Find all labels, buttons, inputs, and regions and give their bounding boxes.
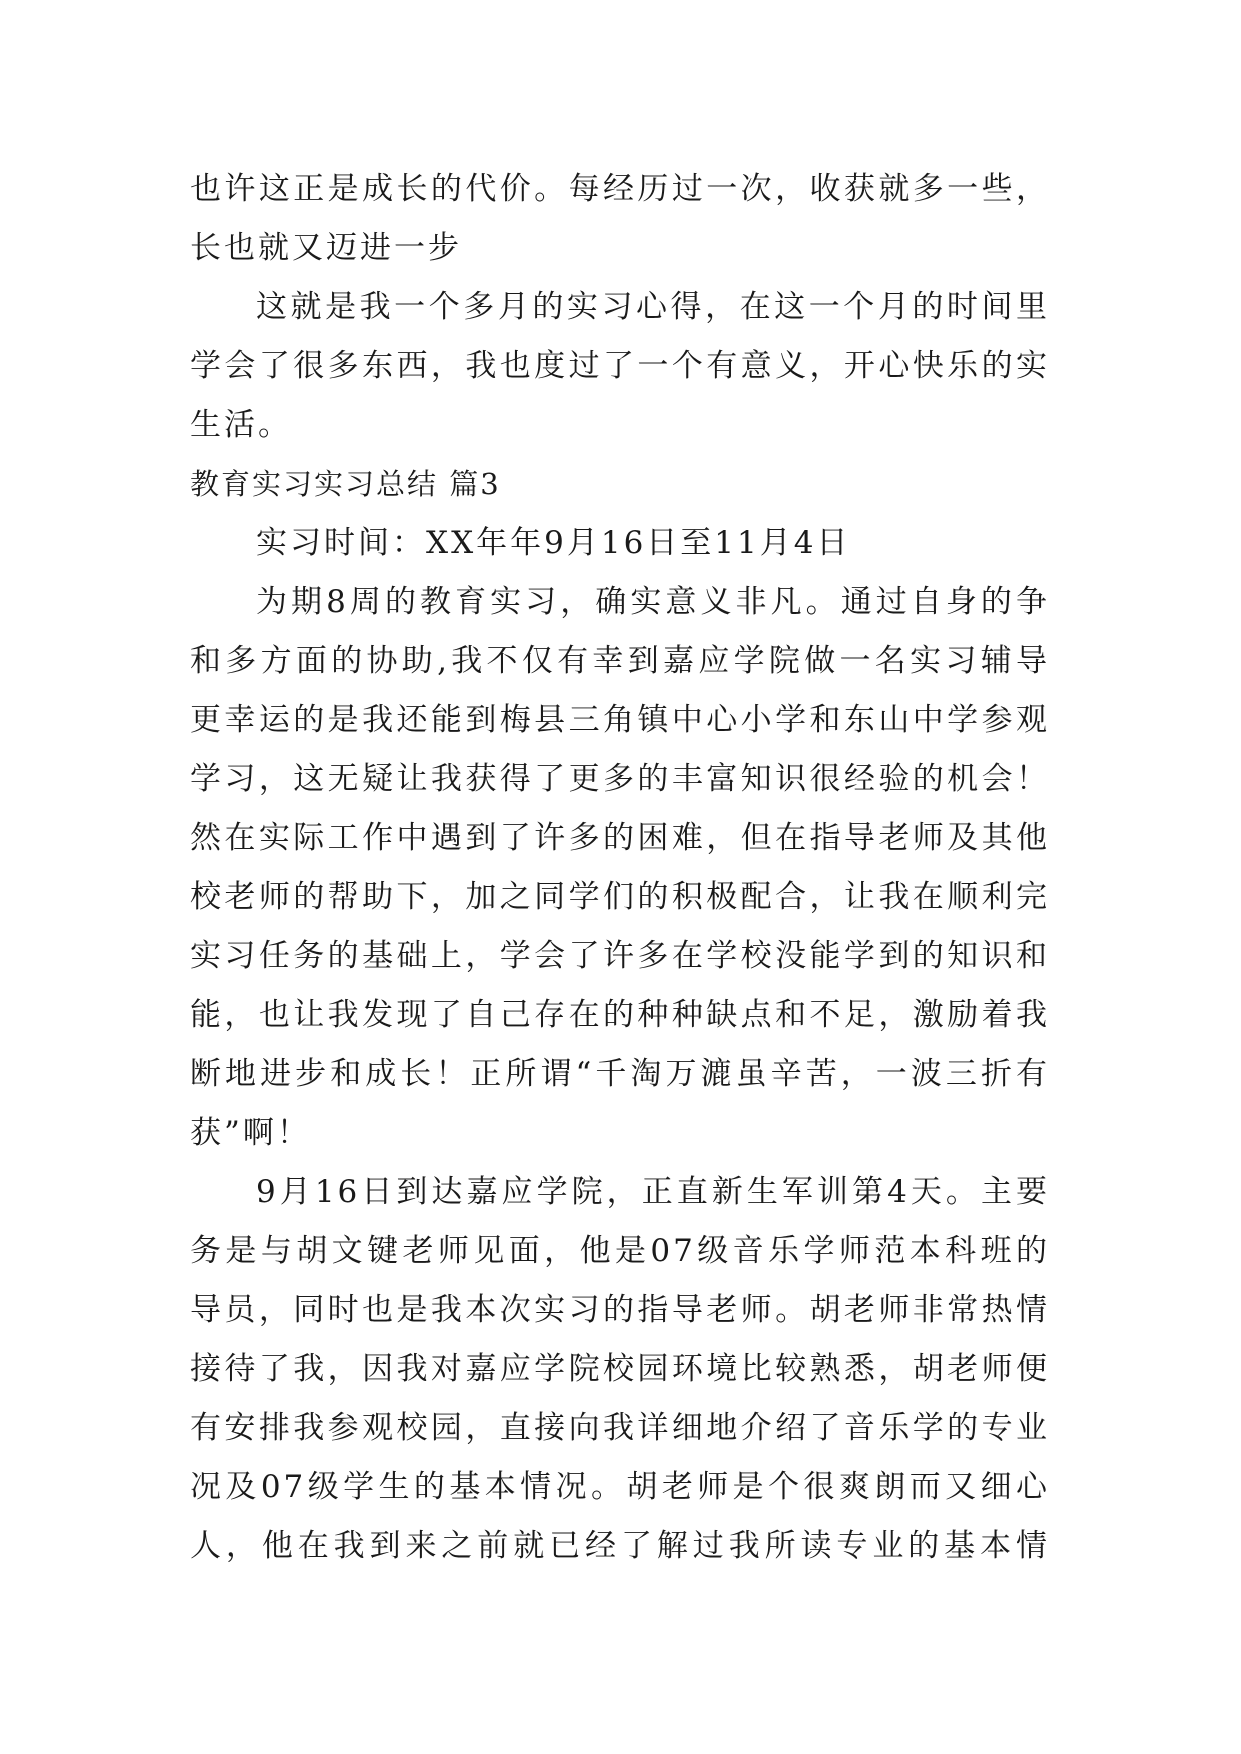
paragraph-line: 也许这正是成长的代价。每经历过一次，收获就多一些， xyxy=(190,171,1050,207)
paragraph-line: 为期8周的教育实习，确实意义非凡。通过自身的争 xyxy=(256,584,1050,620)
paragraph-line: 能，也让我发现了自己存在的种种缺点和不足，激励着我 xyxy=(190,997,1050,1033)
paragraph-line: 更幸运的是我还能到梅县三角镇中心小学和东山中学参观 xyxy=(190,702,1050,738)
paragraph-line: 和多方面的协助,我不仅有幸到嘉应学院做一名实习辅导 xyxy=(190,643,1050,679)
paragraph-line: 学会了很多东西，我也度过了一个有意义，开心快乐的实 xyxy=(190,348,1050,384)
paragraph-line: 导员，同时也是我本次实习的指导老师。胡老师非常热情 xyxy=(190,1292,1050,1328)
paragraph-line: 学习，这无疑让我获得了更多的丰富知识很经验的机会！ xyxy=(190,761,1050,797)
section-heading: 教育实习实习总结 篇3 xyxy=(190,467,501,501)
paragraph-line: 接待了我，因我对嘉应学院校园环境比较熟悉，胡老师便 xyxy=(190,1351,1050,1387)
paragraph-line: 这就是我一个多月的实习心得，在这一个月的时间里 xyxy=(256,289,1050,325)
paragraph-line: 长也就又迈进一步 xyxy=(190,230,462,266)
document-body xyxy=(190,160,1050,1576)
paragraph-line: 况及07级学生的基本情况。胡老师是个很爽朗而又细心 xyxy=(190,1469,1050,1505)
paragraph-line: 然在实际工作中遇到了许多的困难，但在指导老师及其他 xyxy=(190,820,1050,856)
paragraph-line: 有安排我参观校园，直接向我详细地介绍了音乐学的专业 xyxy=(190,1410,1050,1446)
paragraph-line: 断地进步和成长！正所谓“千淘万漉虽辛苦，一波三折有 xyxy=(190,1056,1050,1092)
paragraph-line: 实习任务的基础上，学会了许多在学校没能学到的知识和 xyxy=(190,938,1050,974)
paragraph-line: 务是与胡文键老师见面，他是07级音乐学师范本科班的 xyxy=(190,1233,1050,1269)
paragraph-line: 人，他在我到来之前就已经了解过我所读专业的基本情 xyxy=(190,1528,1050,1564)
paragraph-line: 获”啊！ xyxy=(190,1115,311,1151)
paragraph-line: 9月16日到达嘉应学院，正直新生军训第4天。主要 xyxy=(256,1174,1050,1210)
paragraph-line: 生活。 xyxy=(190,407,292,443)
paragraph-line: 实习时间：XX年年9月16日至11月4日 xyxy=(256,525,851,561)
paragraph-line: 校老师的帮助下，加之同学们的积极配合，让我在顺利完 xyxy=(190,879,1050,915)
